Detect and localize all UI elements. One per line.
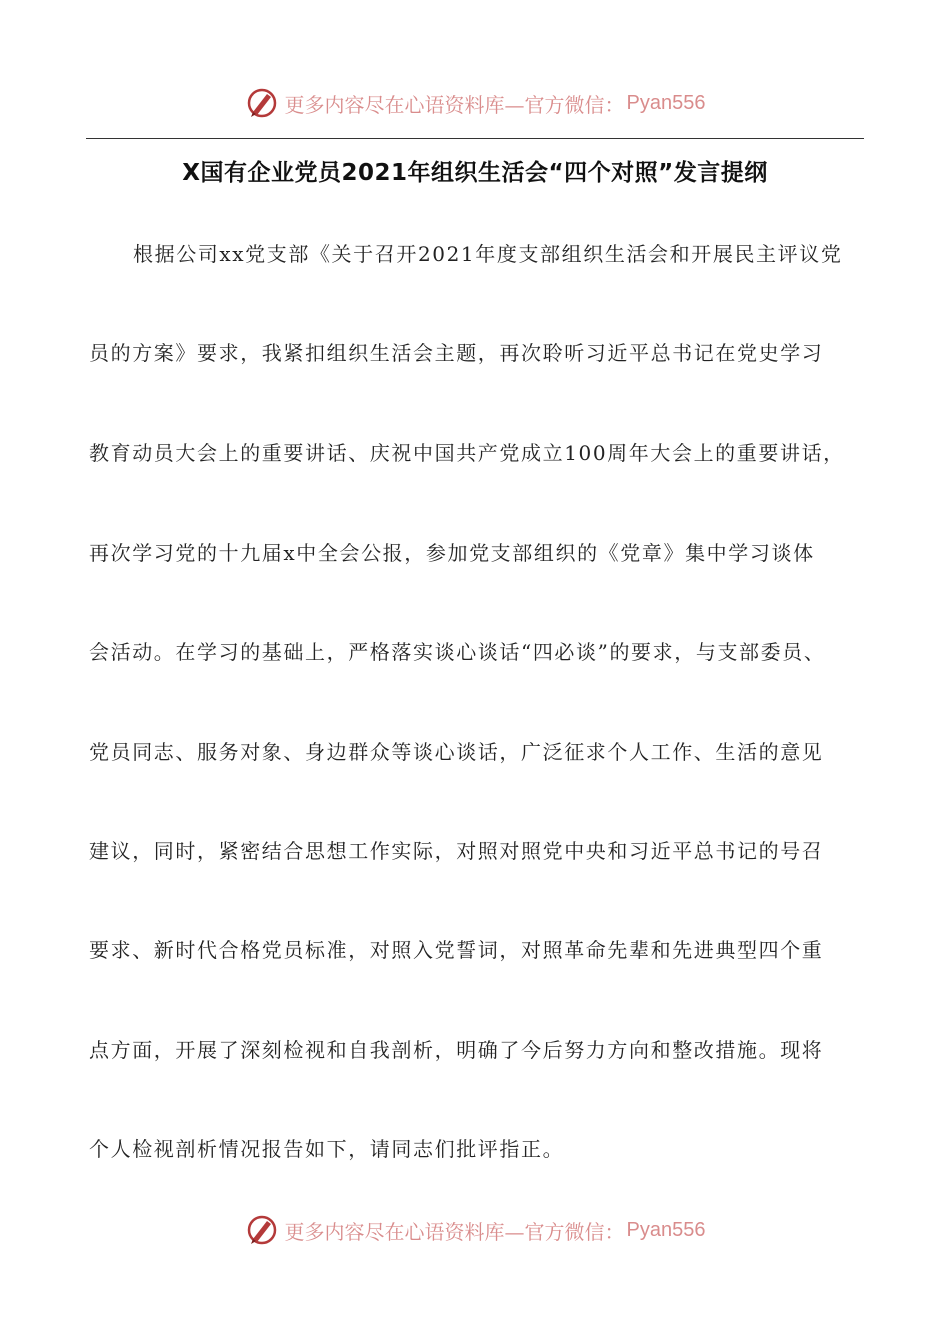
body-line: 再次学习党的十九届x中全会公报，参加党支部组织的《党章》集中学习谈体	[89, 541, 815, 565]
banner-wechat-id: Pyan556	[626, 1218, 706, 1241]
banner-text: 更多内容尽在心语资料库—官方微信：	[284, 1219, 625, 1244]
body-line: 要求、新时代合格党员标准，对照入党誓词，对照革命先辈和先进典型四个重	[89, 938, 824, 962]
document-title: X国有企业党员2021年组织生活会“四个对照”发言提纲	[182, 160, 768, 186]
body-line: 点方面，开展了深刻检视和自我剖析，明确了今后努力方向和整改措施。现将	[89, 1038, 824, 1062]
header-divider	[86, 138, 864, 139]
body-line: 员的方案》要求，我紧扣组织生活会主题，再次聆听习近平总书记在党史学习	[89, 341, 824, 365]
body-line: 个人检视剖析情况报告如下，请同志们批评指正。	[89, 1137, 565, 1161]
footer-banner	[0, 1210, 950, 1250]
body-line: 根据公司xx党支部《关于召开2021年度支部组织生活会和开展民主评议党	[133, 242, 843, 266]
body-line: 会活动。在学习的基础上，严格落实谈心谈话“四必谈”的要求，与支部委员、	[89, 640, 826, 664]
header-banner	[0, 83, 950, 123]
banner-wechat-id: Pyan556	[626, 91, 706, 114]
body-line: 党员同志、服务对象、身边群众等谈心谈话，广泛征求个人工作、生活的意见	[89, 740, 824, 764]
body-line: 建议，同时，紧密结合思想工作实际，对照对照党中央和习近平总书记的号召	[89, 839, 824, 863]
banner-text: 更多内容尽在心语资料库—官方微信：	[284, 92, 625, 117]
pen-logo-icon	[245, 1213, 279, 1247]
body-line: 教育动员大会上的重要讲话、庆祝中国共产党成立100周年大会上的重要讲话，	[89, 441, 845, 465]
pen-logo-icon	[245, 86, 279, 120]
